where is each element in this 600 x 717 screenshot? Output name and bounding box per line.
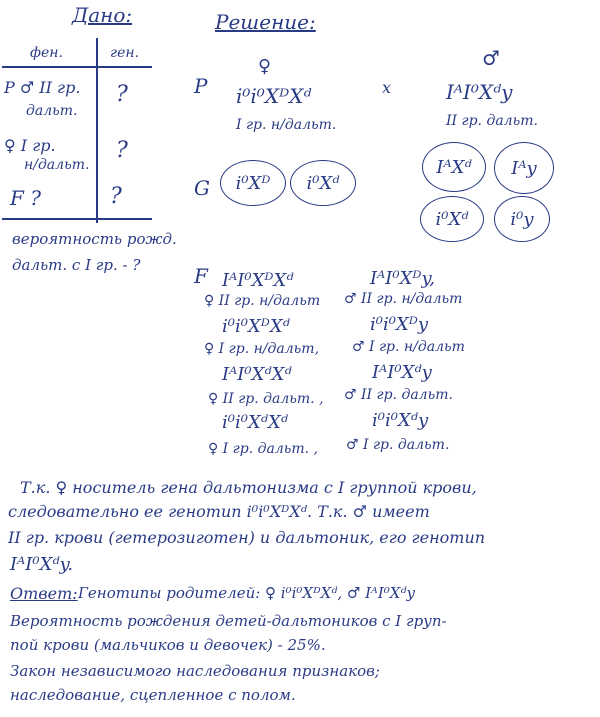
given-table-bottom-line [2,218,152,220]
gamete-male-4 [494,196,550,242]
given-col-phen: фен. [30,45,63,61]
gamete-male-4-text: i⁰y [510,208,534,230]
given-row2-value: ? [116,138,128,163]
offspring-7-genotype: i⁰i⁰XᵈXᵈ [222,412,288,433]
given-title: Дано: [72,3,133,27]
given-row1-value: ? [116,82,128,107]
gamete-male-1 [422,142,486,192]
offspring-7-phenotype: ♀ I гр. дальт. , [208,441,318,457]
given-col-gen: ген. [110,45,140,61]
answer-line2: Вероятность рождения детей-дальтоников с I груп- [10,612,447,630]
female-phenotype: I гр. н/дальт. [236,117,337,133]
given-row3-label: F ? [10,186,41,210]
offspring-1-genotype: IᴬI⁰XᴰXᵈ [222,270,294,291]
gamete-female-1-text: i⁰Xᴰ [235,172,271,194]
answer-label: Ответ: [10,584,78,603]
gamete-male-2 [494,142,554,194]
offspring-label: F [194,264,208,288]
gamete-female-1 [220,160,286,206]
answer-line4: Закон независимого наследования признаков; [10,662,380,680]
offspring-6-genotype: IᴬI⁰Xᵈy [372,362,432,383]
explanation-line3: II гр. крови (гетерозиготен) и дальтоник, его генотип [8,528,486,547]
male-symbol: ♂ [482,46,500,70]
explanation-line4: IᴬI⁰Xᵈy. [10,554,74,575]
female-symbol: ♀ [258,56,272,77]
answer-line1: Генотипы родителей: ♀ i⁰i⁰XᴰXᵈ, ♂ IᴬI⁰Xᵈy [78,584,415,602]
offspring-2-genotype: IᴬI⁰Xᴰy, [370,268,436,289]
parents-label: P [194,74,208,98]
female-genotype: i⁰i⁰XᴰXᵈ [236,84,312,108]
given-row1-label: P ♂ II гр. [4,78,81,97]
offspring-4-phenotype: ♂ I гр. н/дальт [352,339,465,355]
explanation-line2: следовательно ее генотип i⁰i⁰XᴰXᵈ. Т.к. ♂ имеет [8,502,430,521]
gamete-female-2 [290,160,356,206]
given-row2-sub: н/дальт. [24,157,90,173]
given-row1-sub: дальт. [26,103,78,119]
gamete-male-3-text: i⁰Xᵈ [435,208,469,230]
offspring-1-phenotype: ♀ II гр. н/дальт [204,293,321,309]
offspring-5-phenotype: ♀ II гр. дальт. , [208,391,324,407]
given-row2-label: ♀ I гр. [4,136,56,155]
offspring-3-phenotype: ♀ I гр. н/дальт, [204,341,320,357]
gamete-male-1-text: IᴬXᵈ [436,156,472,178]
given-row3-value: ? [110,184,122,209]
solution-title: Решение: [215,10,316,34]
answer-line5: наследование, сцепленное с полом. [10,686,296,704]
offspring-8-phenotype: ♂ I гр. дальт. [346,437,450,453]
given-table-header-line [2,66,152,68]
answer-line3: пой крови (мальчиков и девочек) - 25%. [10,636,326,654]
male-phenotype: II гр. дальт. [446,113,538,129]
offspring-5-genotype: IᴬI⁰XᵈXᵈ [222,364,292,385]
male-genotype: IᴬI⁰Xᵈy [446,80,513,104]
cross-sign: x [382,78,392,97]
gamete-male-2-text: Iᴬy [511,157,537,179]
offspring-3-genotype: i⁰i⁰XᴰXᵈ [222,316,290,337]
gametes-label: G [194,176,210,200]
offspring-4-genotype: i⁰i⁰Xᴰy [370,314,429,335]
gamete-female-2-text: i⁰Xᵈ [306,172,340,194]
given-table-divider [96,38,98,223]
given-question-line2: дальт. с I гр. - ? [12,256,141,274]
offspring-6-phenotype: ♂ II гр. дальт. [344,387,453,403]
gamete-male-3 [420,196,484,242]
given-question-line1: вероятность рожд. [12,230,177,248]
offspring-8-genotype: i⁰i⁰Xᵈy [372,410,429,431]
explanation-line1: Т.к. ♀ носитель гена дальтонизма с I группой крови, [20,478,477,497]
offspring-2-phenotype: ♂ II гр. н/дальт [344,291,463,307]
